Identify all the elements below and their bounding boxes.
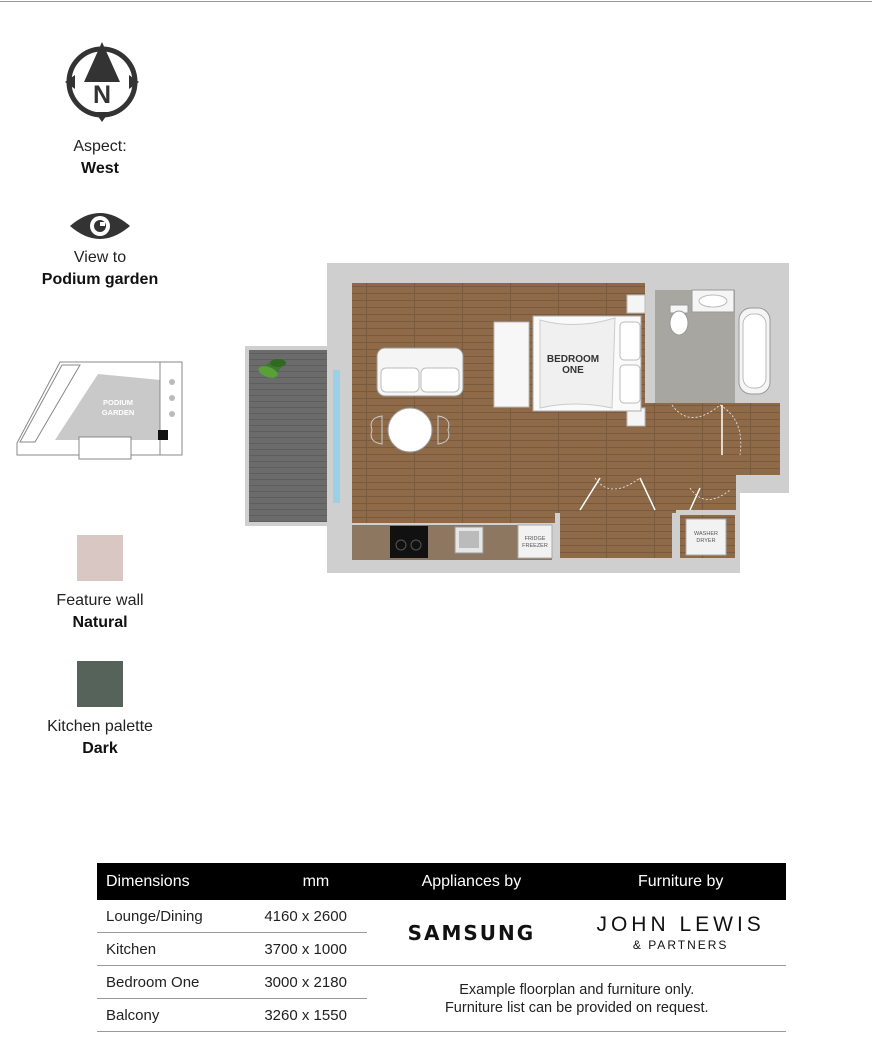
fridge-label-2: FREEZER [522, 543, 548, 549]
dimensions-table [97, 863, 786, 1032]
aspect-value: West [81, 160, 119, 177]
feature-wall-block [0, 590, 200, 634]
header-appliances: Appliances by [367, 863, 575, 900]
hob-icon [390, 526, 428, 558]
row-room: Balcony [97, 999, 264, 1032]
kitchen-palette-value: Dark [82, 740, 118, 757]
wardrobe-floor [560, 513, 672, 558]
table-row [97, 966, 786, 999]
note-line-2: Furniture list can be provided on request. [444, 999, 709, 1016]
table-header [97, 863, 786, 900]
feature-wall-label: Feature wall [56, 592, 144, 609]
feature-wall-value: Natural [72, 614, 128, 631]
view-value: Podium garden [41, 271, 159, 288]
eye-icon [70, 213, 130, 239]
view-block [0, 247, 200, 291]
window-glazing [333, 370, 340, 503]
header-mm: mm [264, 863, 367, 900]
key-plan-diagram [17, 362, 182, 459]
kitchen-palette-block [0, 716, 200, 760]
aspect-label: Aspect: [73, 138, 127, 155]
header-furniture: Furniture by [575, 863, 786, 900]
row-room: Kitchen [97, 933, 264, 966]
key-plan-label-1: PODIUM [103, 398, 133, 407]
row-size: 3700 x 1000 [264, 933, 367, 966]
view-label: View to [73, 249, 127, 266]
tv-unit [494, 322, 529, 407]
row-size: 4160 x 2600 [264, 900, 367, 933]
washer-label-1: WASHER [694, 531, 718, 537]
note-cell [367, 966, 786, 1032]
balcony-deck [249, 350, 327, 522]
fridge-label-1: FRIDGE [524, 536, 546, 542]
floorplan [245, 263, 789, 573]
kitchen-palette-label: Kitchen palette [47, 718, 153, 735]
bedroom-label-2: ONE [562, 365, 584, 376]
table-row [97, 900, 786, 933]
john-lewis-logo: JOHN LEWIS [596, 912, 765, 936]
washer-dryer [686, 519, 726, 555]
row-room: Lounge/Dining [97, 900, 264, 933]
feature-wall-swatch [77, 535, 123, 581]
aspect-block [0, 136, 200, 180]
appliance-brand-cell [367, 900, 575, 966]
bedroom-label-1: BEDROOM [546, 354, 600, 365]
kitchen-palette-swatch [77, 661, 123, 707]
row-size: 3000 x 2180 [264, 966, 367, 999]
row-size: 3260 x 1550 [264, 999, 367, 1032]
dining-table-icon [388, 408, 432, 452]
furniture-brand-cell [575, 900, 786, 966]
john-lewis-logo-sub: & PARTNERS [632, 937, 729, 952]
note-line-1: Example floorplan and furniture only. [459, 981, 695, 998]
row-room: Bedroom One [97, 966, 264, 999]
samsung-logo: SAMSUNG [407, 920, 536, 945]
header-dimensions: Dimensions [97, 863, 264, 900]
compass-icon [65, 42, 139, 122]
compass-letter: N [92, 81, 112, 109]
washer-label-2: DRYER [696, 538, 716, 544]
key-plan-label-2: GARDEN [101, 408, 135, 417]
